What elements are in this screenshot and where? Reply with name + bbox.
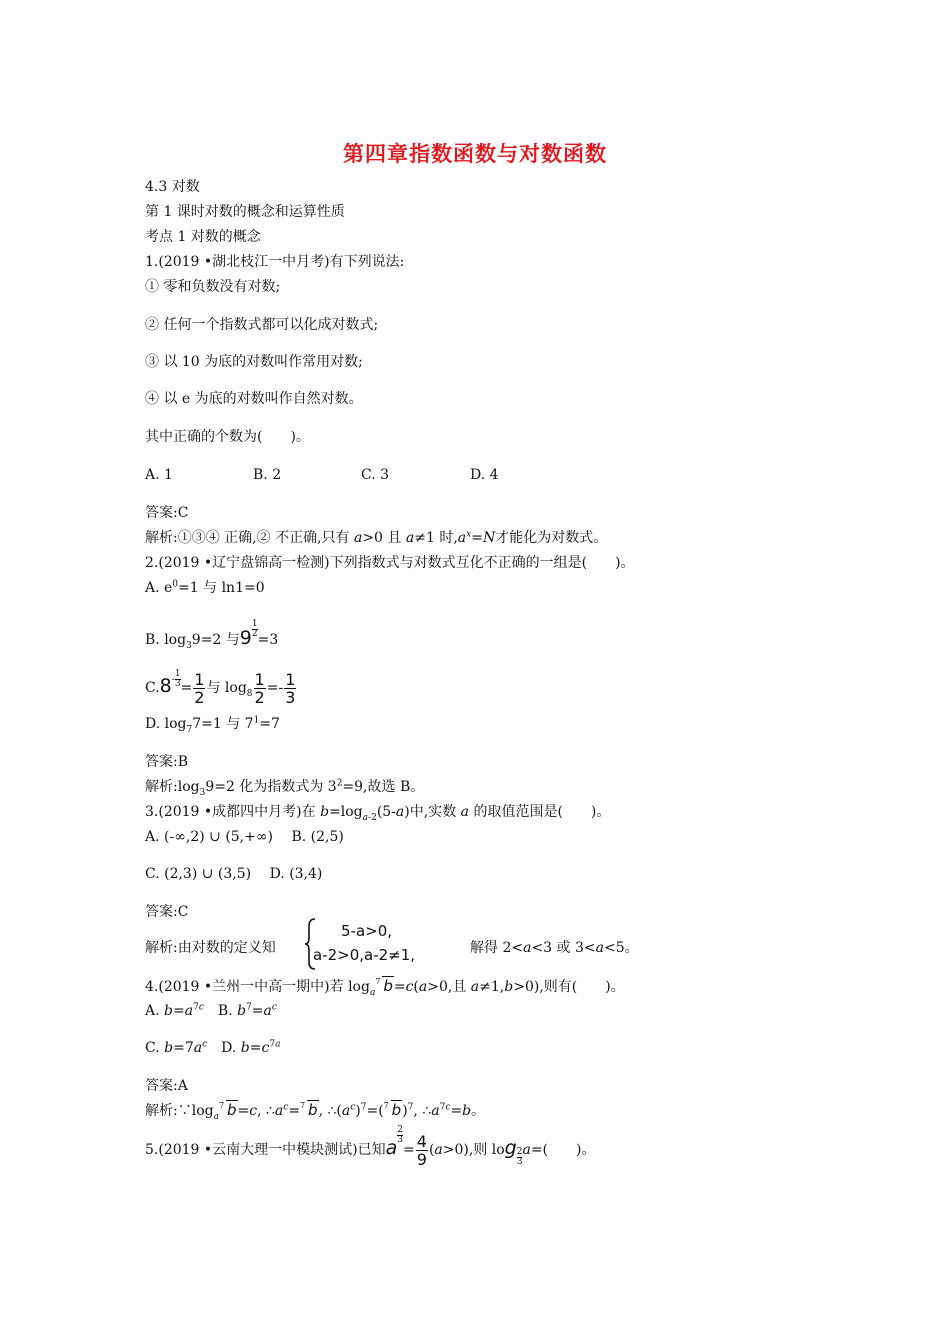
q2-option-c: C.8- $\frac{1}{3}$ = $\frac{1}{2}$ 与 $\log_8$ $\frac{1}{2}$ =- $\frac{1}{3}$ [145,669,296,707]
q1-option-a: A. 1 [145,467,173,483]
q1-option-d: D. 4 [470,467,499,483]
q1-statement-3: ③ 以 10 为底的对数叫作常用对数; [145,354,363,370]
q1-option-c: C. 3 [361,467,390,483]
q1-analysis: 解析:①③④ 正确,② 不正确,只有 a>0 且 a≠1 时$,a^x=N$才能化为对数式。 [145,529,608,546]
q2-stem: 2.(2019 •辽宁盘锦高一检测)下列指数式与对数式互化不正确的一组是( )。 [145,555,635,571]
q3-answer: 答案:C [145,904,189,920]
q1-statement-1: ① 零和负数没有对数; [145,279,281,295]
q1-option-b: B. 2 [253,467,282,483]
topic-heading: 考点 1 对数的概念 [145,229,261,245]
q4-options-ab: A. $b=a^{7c}$ B. $b^7=a^c$ [145,1002,277,1019]
lesson-heading: 第 1 课时对数的概念和运算性质 [145,204,345,220]
q3-analysis-lead: 解析:由对数的定义知 [145,940,276,956]
q3-options-ab: A. (-∞,2) ∪ (5,+∞) B. (2,5) [145,829,344,845]
q5-stem: 5.(2019 •云南大理一中模块测试)已知a $\frac{2}{3}$ = $\frac{4}{9}$ (a>0),则 log $\frac{2}{3}$ a=( )。 [145,1125,596,1169]
q3-options-cd: C. (2,3) ∪ (3,5) D. (3,4) [145,866,323,882]
q2-analysis: 解析$:\log_39=2$ 化为指数式为 $3^2=9$,故选 B。 [145,778,425,798]
q3-stem: 3.(2019 •成都四中月考)在 $b=\log_{a-2}(5-a)$中,实数 a 的取值范围是( )。 [145,804,611,823]
q4-options-cd: C. $b=7a^c$ D. $b=c^{7a}$ [145,1039,281,1056]
q1-stem: 1.(2019 •湖北枝江一中月考)有下列说法: [145,254,405,270]
q4-analysis: 解析$:\because\log_a$ 7 b=c, $\therefore a^c=$ 7 b, $\therefore(a^c)^7=$( 7 b)$^7$, $\therefore a^{7c}=b$。 [145,1101,486,1122]
q3-analysis-result: 解得 2<a<3 或 3<a<5。 [470,940,639,956]
q3-system-line-2: a-2>0,a-2≠1, [313,946,416,964]
section-heading: 4.3 对数 [145,179,200,195]
q1-statement-2: ② 任何一个指数式都可以化成对数式; [145,317,379,333]
q2-option-b: B. $\log_39=2$ 与9 $\frac{1}{2}$ =3 [145,619,279,651]
q4-answer: 答案:A [145,1078,188,1094]
q2-option-a: A. $e^0=1$ 与 ln1=0 [145,579,265,596]
q1-question: 其中正确的个数为( )。 [145,429,310,445]
q1-statement-4: ④ 以 e 为底的对数叫作自然对数。 [145,391,363,407]
q2-answer: 答案:B [145,754,189,770]
q4-stem: 4.(2019 •兰州一中高一期中)若 $\log_a$ 7 b=c(a>0,且 a≠1,b>0),则有( )。 [145,977,625,998]
chapter-title: 第四章指数函数与对数函数 [343,142,607,166]
q3-system-line-1: 5-a>0, [341,922,393,940]
q2-option-d: D. $\log_77=1$ 与 $7^1=7$ [145,715,280,735]
q1-answer: 答案:C [145,505,189,521]
q3-inequality-system [305,918,465,970]
